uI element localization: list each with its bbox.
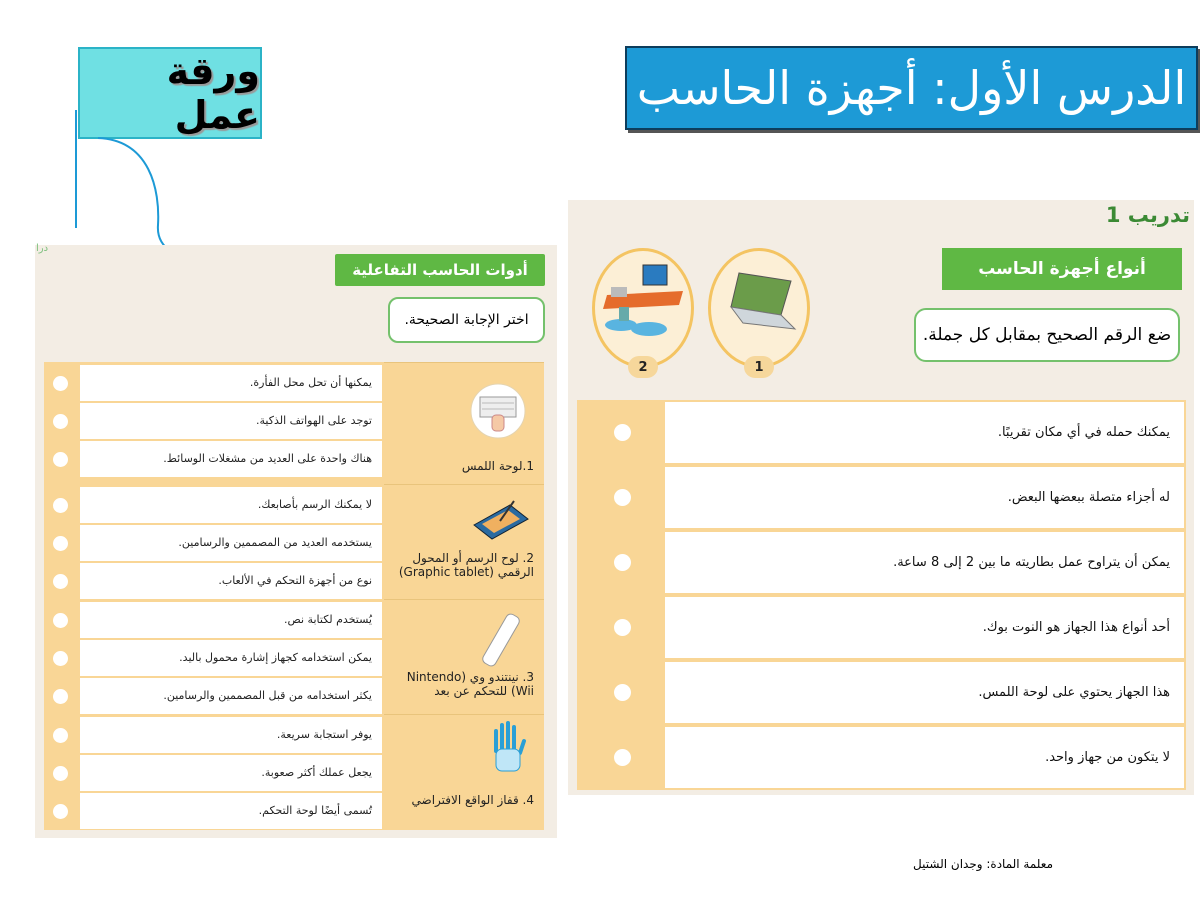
group-title: 3. نينتندو وي (Nintendo Wii) للتحكم عن بعد [406, 670, 534, 698]
match-row [577, 595, 1186, 659]
option-row [44, 486, 544, 524]
option-text: تُسمى أيضًا لوحة التحكم. [80, 793, 382, 829]
device-badge-desktop [592, 248, 694, 368]
answer-radio[interactable] [53, 376, 68, 391]
interactive-tools-tab: أدوات الحاسب التفاعلية [335, 254, 545, 286]
match-table [577, 400, 1186, 790]
option-text: يمكنها أن تحل محل الفأرة. [80, 365, 382, 401]
number-slot[interactable] [614, 424, 631, 441]
option-row [44, 364, 544, 402]
teacher-name: معلمة المادة: وجدان الشتيل [913, 857, 1053, 871]
number-slot[interactable] [614, 684, 631, 701]
statement-text: له أجزاء متصلة ببعضها البعض. [665, 467, 1184, 528]
laptop-icon [725, 269, 797, 333]
choose-answer-instruction: اختر الإجابة الصحيحة. [388, 297, 545, 343]
option-text: يجعل عملك أكثر صعوبة. [80, 755, 382, 791]
option-row [44, 402, 544, 440]
answer-radio[interactable] [53, 689, 68, 704]
statement-text: لا يتكون من جهاز واحد. [665, 727, 1184, 788]
number-slot[interactable] [614, 489, 631, 506]
option-row [44, 677, 544, 715]
option-row [44, 754, 544, 792]
match-row [577, 725, 1186, 789]
option-row [44, 524, 544, 562]
exercise-heading: تدريب 1 [1105, 203, 1190, 227]
device-number: 2 [628, 356, 658, 378]
match-row [577, 530, 1186, 594]
number-slot[interactable] [614, 554, 631, 571]
computer-types-tab: أنواع أجهزة الحاسب [942, 248, 1182, 290]
option-row [44, 562, 544, 600]
match-number-instruction: ضع الرقم الصحيح بمقابل كل جملة. [914, 308, 1180, 362]
worksheet-label: ورقة عمل [78, 47, 262, 139]
group-title: 4. قفاز الواقع الافتراضي [411, 793, 534, 807]
option-text: توجد على الهواتف الذكية. [80, 403, 382, 439]
answer-radio[interactable] [53, 452, 68, 467]
option-text: يمكن استخدامه كجهاز إشارة محمول باليد. [80, 640, 382, 676]
number-slot[interactable] [614, 619, 631, 636]
option-row [44, 440, 544, 478]
match-row [577, 400, 1186, 464]
option-text: يوفر استجابة سريعة. [80, 717, 382, 753]
option-row [44, 601, 544, 639]
option-text: يكثر استخدامه من قبل المصممين والرسامين. [80, 678, 382, 714]
statement-text: يمكن أن يتراوح عمل بطاريته ما بين 2 إلى 8 ساعة. [665, 532, 1184, 593]
option-row [44, 716, 544, 754]
option-text: لا يمكنك الرسم بأصابعك. [80, 487, 382, 523]
statement-text: أحد أنواع هذا الجهاز هو النوت بوك. [665, 597, 1184, 658]
answer-radio[interactable] [53, 651, 68, 666]
option-text: يستخدمه العديد من المصممين والرسامين. [80, 525, 382, 561]
answer-radio[interactable] [53, 414, 68, 429]
option-text: يُستخدم لكتابة نص. [80, 602, 382, 638]
option-row [44, 792, 544, 830]
statement-text: يمكنك حمله في أي مكان تقريبًا. [665, 402, 1184, 463]
match-row [577, 660, 1186, 724]
publisher-watermark: درا [36, 243, 49, 254]
desktop-computer-icon [599, 261, 689, 345]
option-row [44, 639, 544, 677]
answer-radio[interactable] [53, 536, 68, 551]
choice-table [44, 362, 544, 830]
answer-radio[interactable] [53, 766, 68, 781]
answer-radio[interactable] [53, 613, 68, 628]
option-text: هناك واحدة على العديد من مشغلات الوسائط. [80, 441, 382, 477]
lesson-title-banner: الدرس الأول: أجهزة الحاسب [625, 46, 1198, 130]
device-badge-laptop [708, 248, 810, 368]
group-title: 1.لوحة اللمس [461, 459, 534, 473]
answer-radio[interactable] [53, 498, 68, 513]
statement-text: هذا الجهاز يحتوي على لوحة اللمس. [665, 662, 1184, 723]
answer-radio[interactable] [53, 574, 68, 589]
answer-radio[interactable] [53, 728, 68, 743]
group-title: 2. لوح الرسم أو المحول الرقمي (Graphic tablet) [398, 551, 534, 579]
match-row [577, 465, 1186, 529]
answer-radio[interactable] [53, 804, 68, 819]
number-slot[interactable] [614, 749, 631, 766]
option-text: نوع من أجهزة التحكم في الألعاب. [80, 563, 382, 599]
device-number: 1 [744, 356, 774, 378]
